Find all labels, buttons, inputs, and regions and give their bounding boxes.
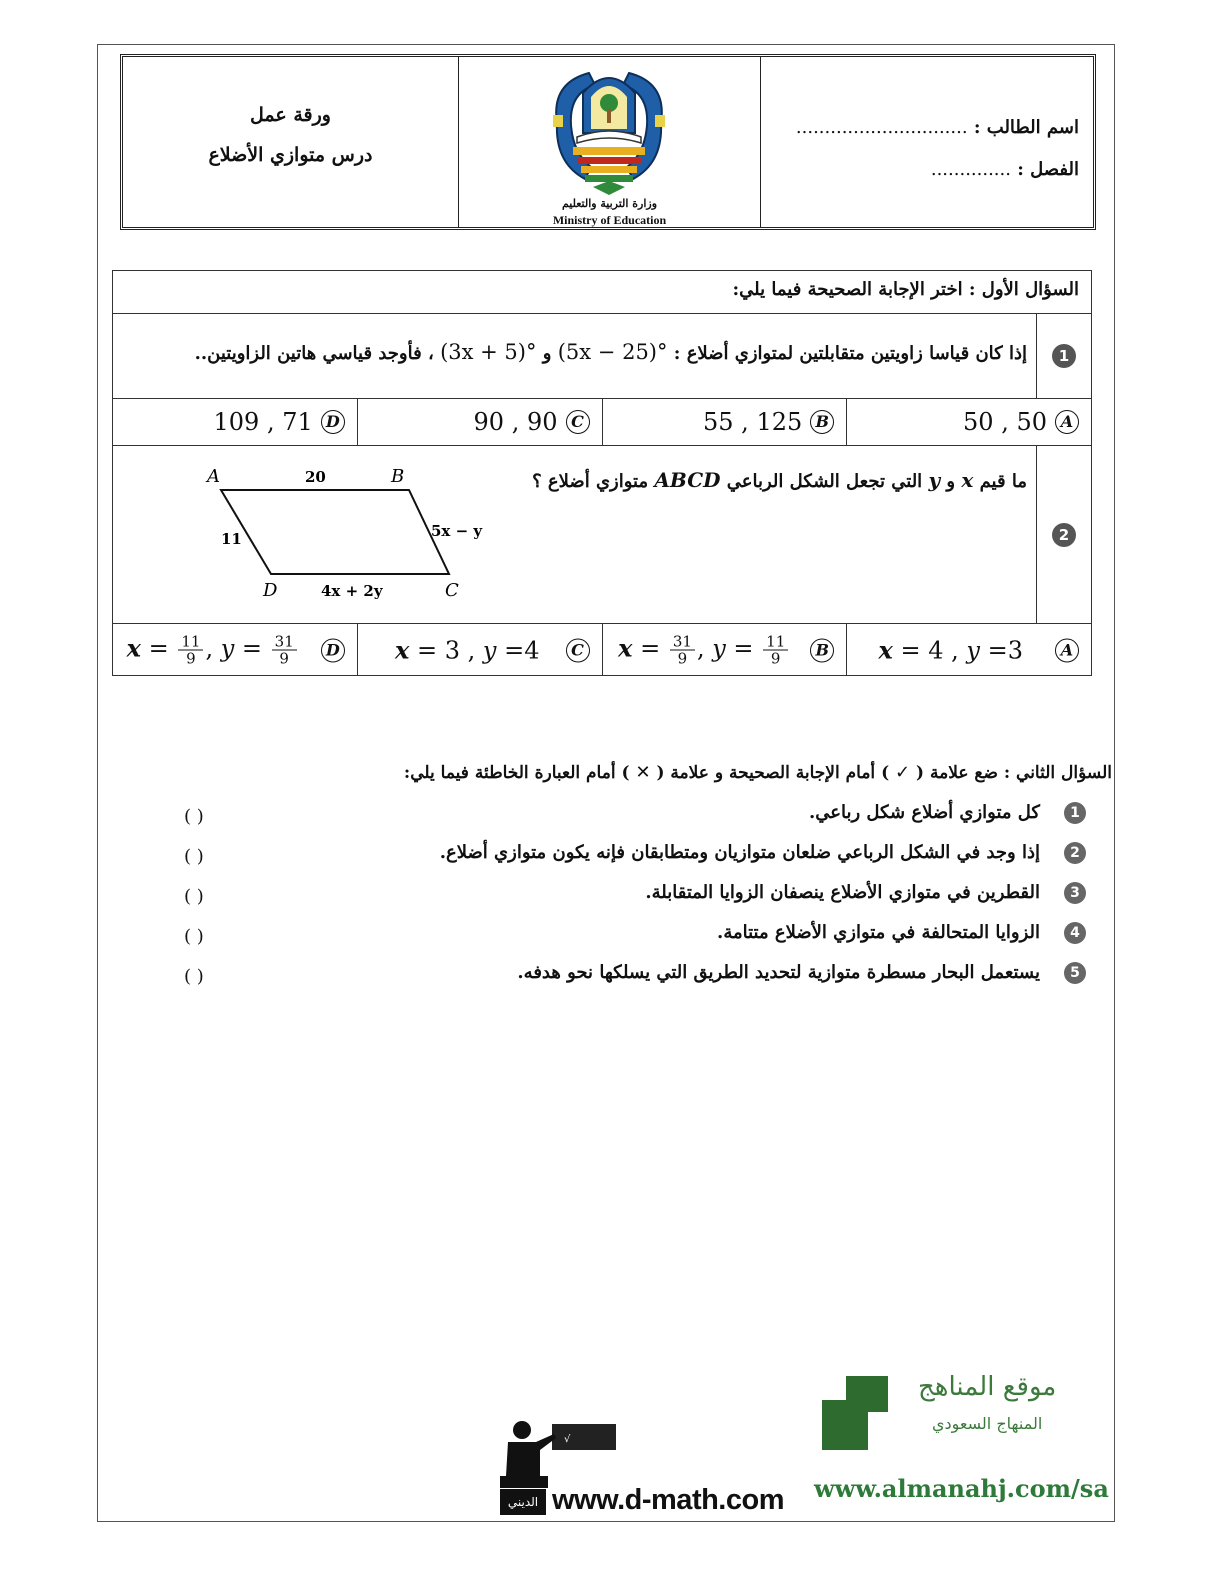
q1-item2-var-x: x	[961, 468, 974, 492]
q1-item1-option-a[interactable]	[847, 399, 1091, 445]
option-x: 4	[928, 636, 944, 665]
statement-text: القطرين في متوازي الأضلاع ينصفان الزوايا المتقابلة.	[645, 882, 1040, 903]
q1-item2-shape: ABCD	[654, 468, 721, 492]
answer-blank[interactable]: ( )	[184, 966, 204, 987]
almanahj-logo-icon	[822, 1376, 890, 1452]
student-name-blank: ..............................	[795, 117, 968, 138]
q1-item1-option-c[interactable]	[358, 399, 603, 445]
q1-item1-text-after: ، فأوجد قياسي هاتين الزاويتين..	[194, 343, 434, 364]
item-number-badge: 1	[1064, 802, 1086, 824]
answer-blank[interactable]: ( )	[184, 886, 204, 907]
option-letter-d: D	[321, 410, 345, 434]
option-value: 90 , 90	[473, 408, 558, 436]
q1-item1-options	[113, 399, 1091, 446]
class-line	[761, 149, 1079, 191]
q1-item2-option-c[interactable]: x = 3 , y =4 C	[358, 624, 603, 676]
q1-item2-option-b[interactable]: x = $\frac{31}{9}$ , y = $\frac{11}{9}$ B	[603, 624, 848, 676]
worksheet-title: ورقة عمل	[250, 104, 331, 126]
answer-blank[interactable]: ( )	[184, 846, 204, 867]
item-number-badge: 1	[1052, 344, 1076, 368]
item-number-badge: 2	[1064, 842, 1086, 864]
option-letter-b: B	[810, 638, 834, 662]
q1-item2-number-cell	[1036, 446, 1091, 623]
answer-blank[interactable]: ( )	[184, 926, 204, 947]
vertex-d: D	[263, 580, 278, 601]
statement-text: الزوايا المتحالفة في متوازي الأضلاع متتامة.	[717, 922, 1040, 943]
q1-item2-conj: و	[946, 471, 956, 492]
logo-cell	[459, 57, 761, 227]
answer-blank[interactable]: ( )	[184, 806, 204, 827]
ministry-logo-icon	[539, 63, 679, 205]
q1-item1-number-cell	[1036, 314, 1091, 398]
vertex-a: A	[207, 466, 220, 487]
student-info-cell	[761, 57, 1093, 227]
q1-item1-text	[195, 340, 1027, 364]
q1-item1-connector: و	[542, 343, 552, 364]
q1-item1-expr1: (5x − 25)°	[557, 340, 668, 364]
q1-item2-row	[113, 446, 1091, 624]
q1-item2-option-a[interactable]: x = 4 , y =3 A	[847, 624, 1091, 676]
student-name-label: اسم الطالب :	[973, 117, 1079, 138]
q1-item1-option-b[interactable]	[603, 399, 848, 445]
question-one-title: السؤال الأول : اختر الإجابة الصحيحة فيما يلي:	[113, 271, 1091, 314]
class-label: الفصل :	[1017, 159, 1079, 180]
item-number-badge: 3	[1064, 882, 1086, 904]
frac-den: 9	[186, 649, 196, 668]
vertex-b: B	[391, 466, 405, 487]
option-value: 50 , 50	[963, 408, 1047, 436]
q1-item2-text-c: متوازي أضلاع ؟	[532, 471, 649, 492]
item-number-badge: 4	[1064, 922, 1086, 944]
statement-text: إذا وجد في الشكل الرباعي ضلعان متوازيان ومتطابقان فإنه يكون متوازي أضلاع.	[439, 842, 1040, 863]
side-bottom-label: 4x + 2y	[321, 582, 383, 600]
option-value: 109 , 71	[213, 408, 313, 436]
side-left-label: 11	[221, 530, 242, 548]
option-x: 3	[444, 636, 461, 665]
q1-item1-text-before: إذا كان قياسا زاويتين متقابلتين لمتوازي أضلاع :	[673, 343, 1027, 364]
statement-text: كل متوازي أضلاع شكل رباعي.	[808, 802, 1040, 823]
side-right-label: 5x − y	[431, 522, 483, 540]
item-number-badge: 2	[1052, 523, 1076, 547]
statement-text: يستعمل البحار مسطرة متوازية لتحديد الطريق التي يسلكها نحو هدفه.	[517, 962, 1040, 983]
deeni-label: الديني	[500, 1489, 546, 1515]
frac-den: 9	[677, 649, 688, 668]
option-letter-b: B	[810, 410, 834, 434]
page-frame	[97, 44, 1115, 1522]
cross-mark-icon: ✕	[635, 762, 651, 783]
frac-den: 9	[770, 649, 781, 668]
worksheet-header	[120, 54, 1096, 230]
option-letter-a: A	[1055, 638, 1079, 662]
parallelogram-figure	[199, 458, 519, 608]
q1-item1-expr2: (3x + 5)°	[440, 340, 537, 364]
frac-num: 31	[670, 634, 695, 651]
question-one-table	[112, 270, 1092, 676]
q2-title-part-b: ) أمام الإجابة الصحيحة و علامة (	[656, 763, 890, 783]
option-letter-c: C	[566, 410, 590, 434]
q2-title-part-a: السؤال الثاني : ضع علامة (	[916, 763, 1112, 783]
q1-item1-option-d[interactable]	[113, 399, 358, 445]
q1-item1-row	[113, 314, 1091, 399]
option-value: 55 , 125	[703, 408, 803, 436]
board-formula: √	[564, 1434, 571, 1445]
student-name-line	[761, 107, 1079, 149]
almanahj-url[interactable]: www.almanahj.com/sa	[814, 1474, 1109, 1503]
q1-item2-text-b: التي تجعل الشكل الرباعي	[726, 471, 923, 492]
q1-item2-text-a: ما قيم	[979, 471, 1027, 492]
frac-num: 11	[763, 634, 788, 651]
question-two-title	[404, 762, 1112, 783]
frac-num: 31	[272, 634, 297, 651]
side-top-label: 20	[305, 468, 326, 486]
dmath-url[interactable]: www.d-math.com	[552, 1484, 784, 1516]
option-y: 3	[1007, 636, 1023, 665]
frac-num: 11	[178, 634, 203, 651]
frac-den: 9	[279, 649, 289, 668]
logo-text-en: Ministry of Education	[552, 213, 667, 227]
q1-item2-var-y: y	[928, 468, 941, 492]
logo-text-ar: وزارة التربية والتعليم	[561, 197, 658, 210]
title-cell	[123, 57, 459, 227]
vertex-c: C	[445, 580, 459, 601]
almanahj-site-name: موقع المناهج	[918, 1372, 1057, 1402]
q1-item2-text	[532, 468, 1027, 492]
item-number-badge: 5	[1064, 962, 1086, 984]
option-letter-a: A	[1055, 410, 1079, 434]
class-blank: ..............	[930, 159, 1011, 180]
q2-title-part-c: ) أمام العبارة الخاطئة فيما يلي:	[403, 763, 630, 783]
check-mark-icon: ✓	[895, 762, 911, 783]
lesson-title: درس متوازي الأضلاع	[208, 144, 373, 166]
q1-item2-option-d[interactable]: x = $\frac{11}{9}$ , y = $\frac{31}{9}$ D	[113, 624, 358, 676]
q1-item2-options	[113, 624, 1091, 676]
almanahj-site-subtitle: المنهاج السعودي	[932, 1414, 1043, 1433]
option-letter-d: D	[321, 638, 345, 662]
teacher-board-icon	[500, 1420, 620, 1490]
option-letter-c: C	[566, 638, 590, 662]
option-y: 4	[524, 636, 540, 665]
